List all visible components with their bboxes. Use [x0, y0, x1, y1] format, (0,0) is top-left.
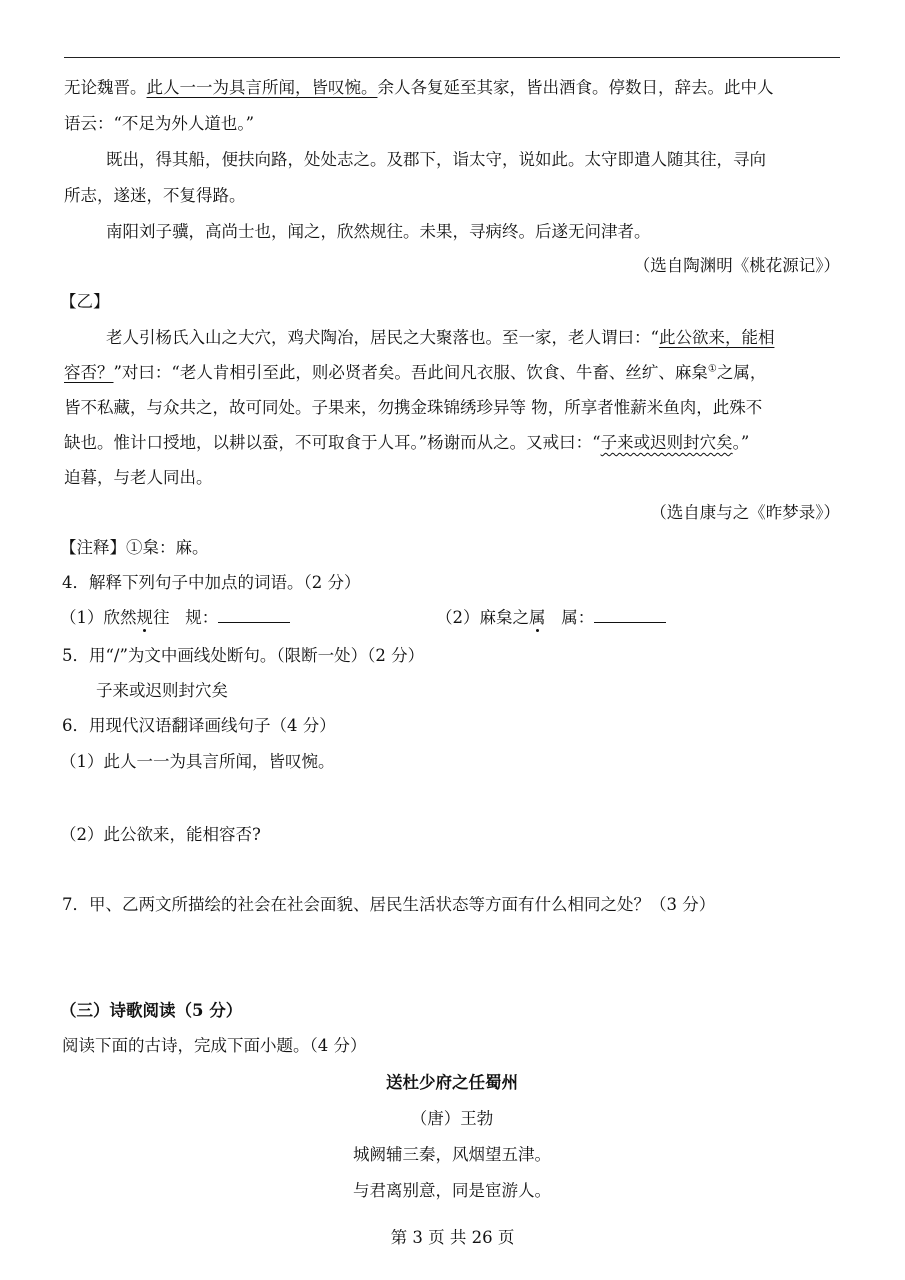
yi-line-1	[106, 324, 774, 348]
footnote-mark: ①	[707, 363, 717, 375]
annotation: 【注释】①枲：麻。	[60, 538, 209, 557]
text-segment: 之属，	[716, 363, 767, 382]
text-segment: 规：	[185, 608, 219, 627]
question-4-stem: 4．解释下列句子中加点的词语。（2 分）	[62, 573, 361, 592]
question-6-stem: 6．用现代汉语翻译画线句子（4 分）	[62, 716, 336, 735]
question-4-item-2	[436, 604, 666, 628]
text-segment: 无论魏晋。	[64, 78, 147, 97]
dotted-character: 规	[136, 608, 153, 627]
answer-blank-2[interactable]	[594, 608, 666, 623]
yi-line-4	[64, 429, 749, 453]
text-segment: 余人各复延至其家，皆出酒食。停数日，辞去。此中人	[377, 78, 774, 97]
wavy-underlined-sentence: 子来或迟则封穴矣	[600, 433, 733, 452]
jia-paragraph-2-line-2: 所志，遂迷，不复得路。	[64, 186, 246, 205]
page-footer: 第 3 页 共 26 页	[390, 1228, 515, 1247]
yi-line-5: 迫暮，与老人同出。	[64, 468, 213, 487]
section-3-instruction: 阅读下面的古诗，完成下面小题。（4 分）	[62, 1036, 367, 1055]
jia-paragraph-1-line-1	[64, 74, 774, 98]
poem-line-2: 与君离别意，同是宦游人。	[353, 1181, 551, 1200]
text-segment: 。”	[732, 433, 750, 452]
yi-source: （选自康与之《昨梦录》）	[650, 503, 840, 522]
poem-line-1: 城阙辅三秦，风烟望五津。	[353, 1145, 551, 1164]
question-7-stem: 7．甲、乙两文所描绘的社会在社会面貌、居民生活状态等方面有什么相同之处？（3 分）	[62, 895, 716, 914]
section-3-heading: （三）诗歌阅读（5 分）	[60, 1001, 243, 1020]
yi-line-3: 皆不私藏，与众共之，故可同处。子果来，勿携金珠锦绣珍异等 物，所享者惟薪米鱼肉，此殊不	[64, 398, 763, 417]
underlined-sentence-2: 此公欲来，能相	[658, 328, 775, 347]
text-segment: ”对曰：“老人肯相引至此，则必贤者矣。吾此间凡衣服、饮食、牛畜、丝纩、麻枲	[113, 363, 708, 382]
jia-paragraph-1-line-2: 语云：“不足为外人道也。”	[64, 114, 255, 133]
question-5-sentence: 子来或迟则封穴矣	[96, 681, 228, 700]
question-6-item-1: （1）此人一一为具言所闻，皆叹惋。	[60, 752, 335, 771]
question-5-stem: 5．用“/”为文中画线处断句。（限断一处）（2 分）	[62, 646, 425, 665]
text-segment: （2）麻枲之	[436, 608, 529, 627]
text-segment: 老人引杨氏入山之大穴，鸡犬陶冶，居民之大聚落也。至一家，老人谓曰：“	[106, 328, 659, 347]
dotted-character: 属	[529, 608, 546, 627]
question-4-item-1	[60, 604, 290, 628]
underlined-sentence-1: 此人一一为具言所闻，皆叹惋。	[146, 78, 378, 97]
jia-paragraph-2-line-1: 既出，得其船，便扶向路，处处志之。及郡下，诣太守，说如此。太守即遣人随其往，寻向	[106, 150, 766, 169]
yi-line-2	[64, 359, 766, 383]
answer-blank-1[interactable]	[218, 608, 290, 623]
text-segment: （1）欣然	[60, 608, 137, 627]
yi-heading: 【乙】	[60, 292, 110, 311]
text-segment: 往	[153, 608, 170, 627]
header-rule	[64, 57, 840, 58]
jia-paragraph-3: 南阳刘子骥，高尚士也，闻之，欣然规往。未果，寻病终。后遂无问津者。	[106, 222, 651, 241]
question-6-item-2: （2）此公欲来，能相容否?	[60, 825, 261, 844]
underlined-sentence-2-end: 容否？	[64, 363, 114, 382]
text-segment: 属：	[561, 608, 595, 627]
text-segment: 缺也。惟计口授地，以耕以蚕，不可取食于人耳。”杨谢而从之。又戒曰：“	[64, 433, 601, 452]
poem-author: （唐）王勃	[410, 1109, 494, 1128]
poem-title: 送杜少府之任蜀州	[386, 1073, 518, 1092]
jia-source: （选自陶渊明《桃花源记》）	[633, 256, 840, 275]
